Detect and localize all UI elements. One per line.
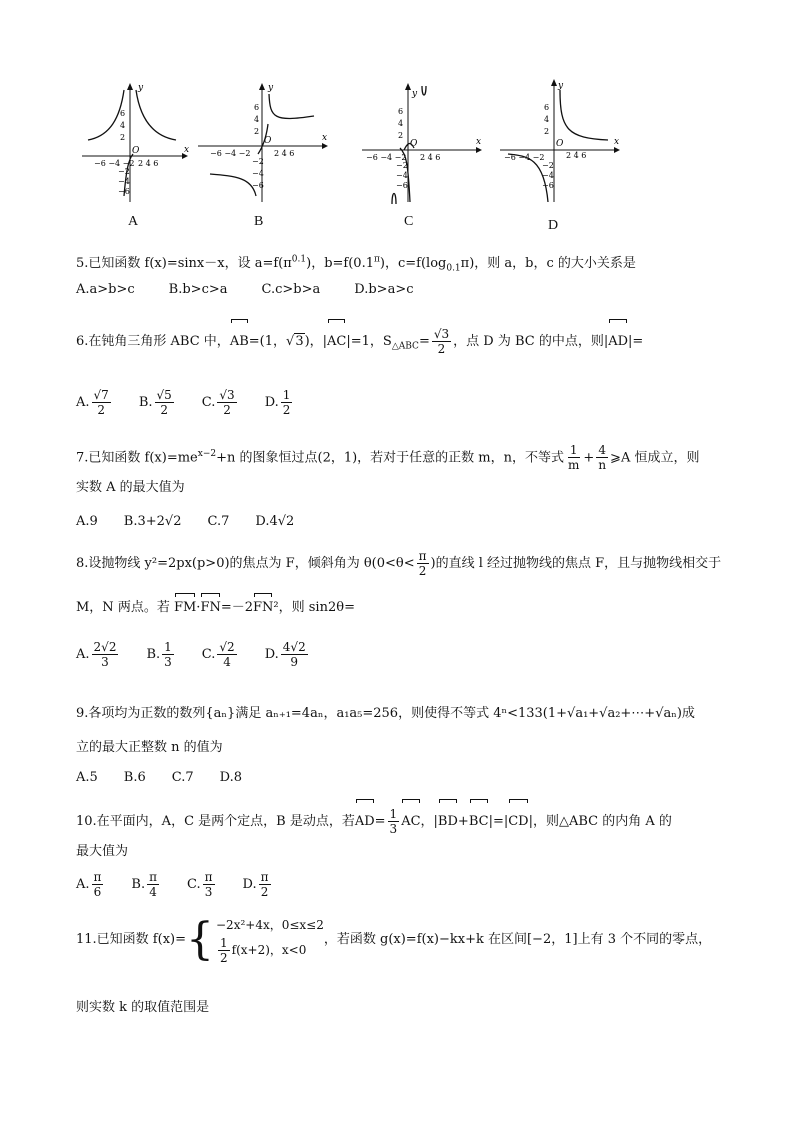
svg-text:2 4 6: 2 4 6 — [420, 153, 441, 162]
q6-mid: ，点 D 为 BC 的中点，则| — [453, 334, 609, 349]
question-9-line2: 立的最大正整数 n 的值为 — [76, 740, 223, 755]
svg-text:O: O — [410, 139, 418, 149]
option-5b[interactable]: B.b>c>a — [168, 282, 228, 297]
option-9c[interactable]: C.7 — [171, 770, 194, 785]
q7-sup: x−2 — [197, 449, 217, 459]
question-8-options — [76, 640, 736, 669]
question-7-options — [76, 514, 736, 529]
svg-text:2: 2 — [544, 127, 550, 136]
piecewise-function — [186, 914, 324, 965]
question-5-text: 5.已知函数 f(x)=sinx－x，设 $a=f(\pi^{0.1})$，$b=f(0.1^\pi)$，$c=f(\log_{0.1}\pi)$，则 a，b，c 的大小关系是 — [76, 255, 636, 274]
option-10b[interactable]: B. $\frac{\pi}{4}$ — [131, 870, 157, 899]
svg-text:y: y — [138, 83, 144, 93]
option-5c[interactable]: C.c>b>a — [261, 282, 321, 297]
option-8a[interactable]: A. $\frac{2√2}{3}$ — [76, 640, 117, 669]
svg-text:−6 −4 −2: −6 −4 −2 — [504, 153, 545, 162]
svg-text:x: x — [476, 137, 482, 147]
svg-text:−2: −2 — [542, 161, 554, 170]
option-8b[interactable]: B. $\frac{1}{3}$ — [146, 640, 172, 669]
svg-text:6: 6 — [120, 109, 126, 118]
graph-d — [498, 78, 623, 208]
graph-label-a: A — [128, 214, 139, 229]
graph-label-c: C — [404, 214, 414, 229]
question-7-line2: 实数 A 的最大值为 — [76, 480, 185, 495]
q6-eq: = — [418, 334, 430, 349]
svg-text:−6 −4 −2: −6 −4 −2 — [210, 149, 251, 158]
option-6d[interactable]: D. $\frac{1}{2}$ — [264, 388, 291, 417]
option-6c[interactable]: C. $\frac{√3}{2}$ — [201, 388, 235, 417]
option-10d[interactable]: D. $\frac{\pi}{2}$ — [242, 870, 269, 899]
vector-cd: CD — [508, 798, 528, 840]
graph-options-row — [80, 78, 720, 238]
option-5a[interactable]: A.a>b>c — [76, 282, 135, 297]
svg-text:x: x — [184, 145, 190, 155]
case-2: $\frac{1}{2}$ f(x+2)，x<0 — [220, 936, 307, 965]
vector-bd: BD — [438, 798, 458, 840]
vector-ac: AC — [327, 318, 346, 360]
fraction-4-n: $\frac{4}{n}$ — [598, 443, 607, 473]
svg-text:−2: −2 — [252, 157, 264, 166]
vector-ad: AD — [608, 318, 628, 360]
vector-fn: FN — [200, 592, 220, 618]
question-5 — [76, 250, 736, 279]
graph-label-d: D — [548, 218, 559, 233]
q10-plus: + — [457, 814, 469, 829]
q6-ab-val: =(1， — [248, 334, 287, 349]
vector-fm: FM — [174, 592, 196, 618]
svg-text:x: x — [322, 133, 328, 143]
svg-text:2 4 6: 2 4 6 — [274, 149, 295, 158]
vector-ac-10: AC — [401, 798, 420, 840]
svg-text:−6 −4 −2: −6 −4 −2 — [94, 159, 135, 168]
q8-line1b: )的直线 l 经过抛物线的焦点 F，且与抛物线相交于 — [430, 556, 722, 571]
svg-text:y: y — [558, 81, 564, 91]
q7-plus: + — [583, 450, 595, 466]
svg-text:4: 4 — [398, 119, 404, 128]
question-6-options — [76, 388, 736, 417]
sqrt-3: √3 — [286, 334, 304, 349]
svg-text:O: O — [264, 136, 272, 146]
svg-text:6: 6 — [544, 103, 550, 112]
option-8c[interactable]: C. $\frac{√2}{4}$ — [201, 640, 235, 669]
brace: { — [186, 913, 214, 965]
question-7 — [76, 436, 736, 476]
q10-eq: = — [374, 814, 386, 829]
option-9b[interactable]: B.6 — [123, 770, 146, 785]
option-8d[interactable]: D. $\frac{4√2}{9}$ — [264, 640, 306, 669]
option-6a[interactable]: A. $\frac{√7}{2}$ — [76, 388, 109, 417]
q7-line1c: ⩾A 恒成立，则 — [610, 450, 700, 466]
svg-text:4: 4 — [544, 115, 550, 124]
question-10-options — [76, 870, 736, 899]
svg-text:2 4 6: 2 4 6 — [138, 159, 159, 168]
q7-line1a: 7.已知函数 f(x)=me — [76, 450, 198, 466]
question-10 — [76, 798, 736, 840]
graph-label-b: B — [254, 214, 264, 229]
q10-line1a: 10.在平面内，A，C 是两个定点，B 是动点，若 — [76, 814, 355, 829]
svg-text:6: 6 — [398, 107, 404, 116]
fraction-pi-2: $\frac{\pi}{2}$ — [418, 549, 427, 578]
svg-text:−4: −4 — [118, 177, 130, 186]
svg-text:−4: −4 — [396, 171, 408, 180]
svg-text:−6: −6 — [252, 181, 264, 190]
svg-text:x: x — [614, 137, 620, 147]
svg-text:2: 2 — [398, 131, 404, 140]
option-9a[interactable]: A.5 — [76, 770, 98, 785]
q8-line2c: ²，则 sin2θ= — [273, 600, 355, 615]
svg-text:−6: −6 — [396, 181, 408, 190]
option-10c[interactable]: C. $\frac{\pi}{3}$ — [187, 870, 213, 899]
q8-line2b: =－2 — [220, 600, 254, 615]
q11-suffix: ，若函数 g(x)=f(x)−kx+k 在区间[−2，1]上有 3 个不同的零点， — [323, 931, 712, 947]
svg-text:y: y — [268, 83, 274, 93]
question-11 — [76, 914, 736, 965]
option-10a[interactable]: A. $\frac{\pi}{6}$ — [76, 870, 102, 899]
q10-line1b: ，| — [420, 814, 438, 829]
svg-text:−2: −2 — [118, 167, 130, 176]
svg-text:−6: −6 — [118, 187, 130, 196]
q10-mid: |=| — [488, 814, 509, 829]
q6-prefix: 6.在钝角三角形 ABC 中， — [76, 334, 230, 349]
svg-text:O: O — [132, 146, 140, 156]
q10-line1c: |，则△ABC 的内角 A 的 — [528, 814, 672, 829]
svg-text:2 4 6: 2 4 6 — [566, 151, 587, 160]
q7-line1b: +n 的图象恒过点(2，1)，若对于任意的正数 m，n，不等式 — [216, 450, 565, 466]
question-8-line2 — [76, 592, 736, 618]
vector-fn-2: FN — [253, 592, 273, 618]
fraction-1-m: $\frac{1}{m}$ — [568, 443, 580, 473]
svg-text:−2: −2 — [396, 161, 408, 170]
question-10-line2: 最大值为 — [76, 844, 129, 859]
q6-sub: △ABC — [391, 341, 419, 352]
fraction-1-3: $\frac{1}{3}$ — [389, 807, 398, 836]
question-11-line2: 则实数 k 的取值范围是 — [76, 1000, 210, 1015]
option-7b[interactable]: B.3+2√2 — [123, 514, 182, 529]
option-9d[interactable]: D.8 — [219, 770, 243, 785]
question-6 — [76, 318, 736, 365]
option-6b[interactable]: B. $\frac{√5}{2}$ — [138, 388, 172, 417]
graph-a — [80, 78, 190, 208]
vector-ab: AB — [230, 318, 249, 360]
svg-text:−4: −4 — [542, 171, 554, 180]
q8-line1a: 8.设抛物线 y²=2px(p>0)的焦点为 F，倾斜角为 θ(0<θ< — [76, 556, 415, 571]
vector-bc: BC — [469, 798, 489, 840]
fraction-area: $\frac{√3}{2}$ — [433, 327, 450, 356]
svg-text:O: O — [556, 139, 564, 149]
option-7d[interactable]: D.4√2 — [255, 514, 295, 529]
q6-ab-close: )，| — [304, 334, 328, 349]
vector-ad-10: AD — [355, 798, 375, 840]
graph-b — [196, 78, 331, 208]
svg-text:6: 6 — [254, 103, 260, 112]
svg-text:4: 4 — [254, 115, 260, 124]
q6-end: |= — [628, 334, 644, 349]
question-8 — [76, 546, 736, 582]
svg-text:y: y — [412, 89, 418, 99]
svg-text:4: 4 — [120, 121, 126, 130]
option-7c[interactable]: C.7 — [207, 514, 230, 529]
case-1: −2x²+4x，0≤x≤2 — [216, 918, 324, 932]
question-5-options — [76, 282, 736, 297]
svg-text:−4: −4 — [252, 169, 264, 178]
q8-line2a: M，N 两点。若 — [76, 600, 174, 615]
option-5d[interactable]: D.b>a>c — [354, 282, 414, 297]
q8-dot: · — [196, 600, 201, 615]
svg-text:−6 −4 −2: −6 −4 −2 — [366, 153, 407, 162]
q6-ac-val: |=1，S — [346, 334, 392, 349]
svg-text:2: 2 — [254, 127, 260, 136]
q11-prefix: 11.已知函数 f(x)= — [76, 931, 186, 947]
question-9: 9.各项均为正数的数列{aₙ}满足 aₙ₊₁=4aₙ，a₁a₅=256，则使得不等式 4ⁿ<133(1+√a₁+√a₂+⋯+√aₙ)成 — [76, 706, 695, 721]
option-7a[interactable]: A.9 — [76, 514, 98, 529]
graph-c — [360, 78, 485, 208]
svg-text:2: 2 — [120, 133, 126, 142]
svg-text:−6: −6 — [542, 181, 554, 190]
question-9-options — [76, 770, 736, 785]
